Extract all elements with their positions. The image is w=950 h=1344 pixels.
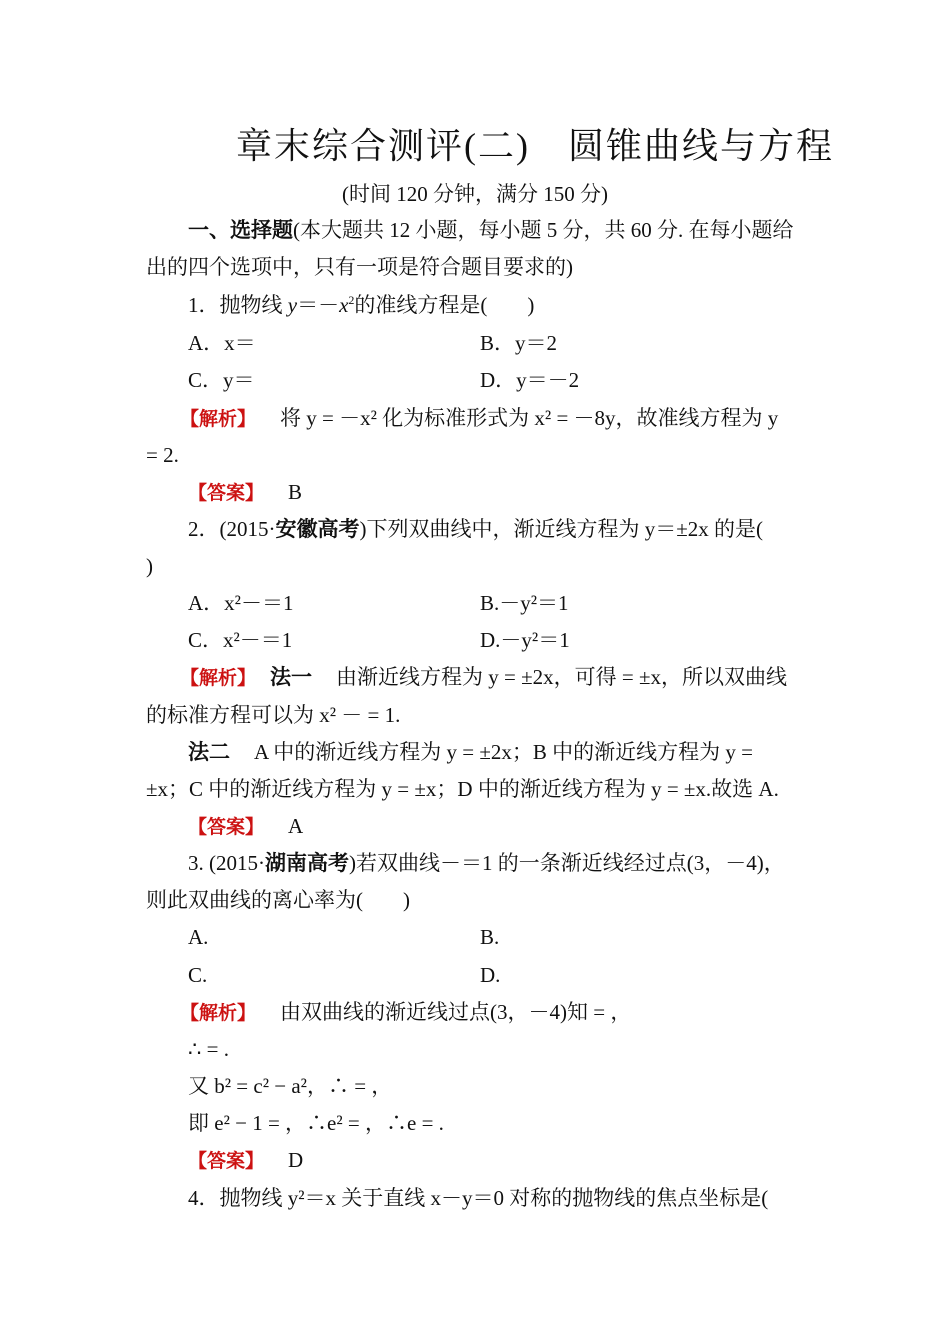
q2-options-row1	[188, 588, 818, 618]
q3-source: 湖南高考	[265, 851, 349, 875]
q1-option-d: D．y＝－2	[480, 368, 580, 392]
q3-stem-a: 3. (2015·	[188, 851, 265, 875]
q2-stem-a: 2．(2015·	[188, 517, 276, 541]
q3-analysis-l3: 又 b² = c² − a²，∴ = ，	[188, 1074, 393, 1098]
q1-stem-y: y	[287, 293, 298, 317]
q2-method2-l1	[188, 737, 858, 767]
q1-analysis-text: 将 y = －x² 化为标准形式为 x² = －8y，故准线方程为 y	[280, 406, 779, 430]
section1-line1	[188, 215, 858, 245]
q1-options-row2	[188, 365, 818, 395]
q3-option-c: C.	[188, 963, 208, 987]
q3-stem-l2-text: 则此双曲线的离心率为(	[146, 888, 363, 912]
q3-answer-tag: 【答案】	[188, 1150, 265, 1172]
title-part1: 章末综合测评(二)	[236, 126, 530, 166]
q1-options-row1	[188, 328, 818, 358]
q2-option-d: D.－y²＝1	[480, 628, 570, 652]
q1-analysis-l2: = 2.	[146, 443, 179, 467]
q3-stem-l2-end: )	[403, 888, 410, 912]
q3-analysis-l2: ∴ = .	[188, 1037, 229, 1061]
q3-answer-line	[188, 1145, 858, 1176]
q3-analysis-l1	[180, 997, 850, 1028]
q3-option-b: B.	[480, 925, 500, 949]
q1-stem-d: )	[527, 293, 535, 317]
q2-option-a: A．x²－＝1	[188, 591, 294, 615]
q3-option-d: D.	[480, 963, 501, 987]
q1-stem-c: 的准线方程是(	[354, 293, 488, 317]
q1-analysis-tag: 【解析】	[180, 408, 257, 430]
q2-source: 安徽高考	[275, 517, 360, 541]
q2-method1-l2: 的标准方程可以为 x² － = 1.	[146, 703, 401, 727]
q3-option-a: A.	[188, 925, 209, 949]
q1-stem-a: 1．抛物线	[188, 293, 288, 317]
title-part2: 圆锥曲线与方程	[567, 126, 834, 166]
q2-option-c: C．x²－＝1	[188, 628, 293, 652]
q3-analysis-tag: 【解析】	[180, 1002, 257, 1024]
q3-options-row2	[188, 960, 818, 990]
q2-answer: A	[288, 814, 304, 838]
q2-option-b: B.－y²＝1	[480, 591, 569, 615]
section1-desc-l1: (本大题共 12 小题，每小题 5 分，共 60 分. 在每小题给	[293, 218, 794, 242]
q1-answer-line	[188, 477, 858, 508]
q3-stem-b: )若双曲线－＝1 的一条渐近线经过点(3，－4)，	[349, 851, 785, 875]
q1-stem-x: x	[339, 293, 349, 317]
exam-time-info: (时间 120 分钟，满分 150 分)	[342, 182, 608, 206]
q2-options-row2	[188, 625, 818, 655]
page-title	[236, 118, 834, 169]
section1-desc-l2: 出的四个选项中，只有一项是符合题目要求的)	[146, 255, 573, 279]
q3-answer: D	[288, 1148, 304, 1172]
q2-method2-text: A 中的渐近线方程为 y = ±2x；B 中的渐近线方程为 y =	[254, 740, 753, 764]
q2-method1-label: 法一	[270, 665, 313, 689]
q3-stem-l2	[146, 885, 816, 915]
q2-method2-l2: ±x；C 中的渐近线方程为 y = ±x；D 中的渐近线方程为 y = ±x.故选 A.	[146, 777, 779, 801]
q2-method2-label: 法二	[188, 740, 230, 764]
q4-stem: 4．抛物线 y²＝x 关于直线 x－y＝0 对称的抛物线的焦点坐标是(	[188, 1186, 769, 1210]
q2-analysis-tag: 【解析】	[180, 667, 257, 689]
q2-answer-tag: 【答案】	[188, 816, 265, 838]
q1-stem: 1．抛物线 $y=-x^2$的准线方程是( )	[188, 293, 535, 317]
q1-answer-tag: 【答案】	[188, 482, 265, 504]
q1-option-c: C．y＝	[188, 368, 255, 392]
q3-analysis-text: 由双曲线的渐近线过点(3，－4)知 = ，	[280, 1000, 632, 1024]
q3-analysis-l4: 即 e² − 1 = ，∴e² = ，∴e = .	[188, 1111, 444, 1135]
q1-option-a: A．x＝	[188, 331, 256, 355]
q2-stem-b: )下列双曲线中，渐近线方程为 y＝±2x 的是(	[359, 517, 764, 541]
q2-stem-l2: )	[146, 554, 153, 578]
q1-stem-b: ＝－	[297, 293, 340, 317]
q2-stem	[188, 514, 818, 544]
q2-method1-text: 由渐近线方程为 y = ±2x，可得 = ±x，所以双曲线	[336, 665, 788, 689]
section1-heading: 一、选择题	[188, 218, 293, 242]
q1-answer: B	[288, 480, 303, 504]
q2-analysis-l1	[180, 662, 850, 693]
q2-answer-line	[188, 811, 858, 842]
q1-analysis-l1	[180, 403, 850, 434]
q3-stem	[188, 848, 818, 878]
q1-option-b: B．y＝2	[480, 331, 558, 355]
q3-options-row1	[188, 922, 818, 952]
